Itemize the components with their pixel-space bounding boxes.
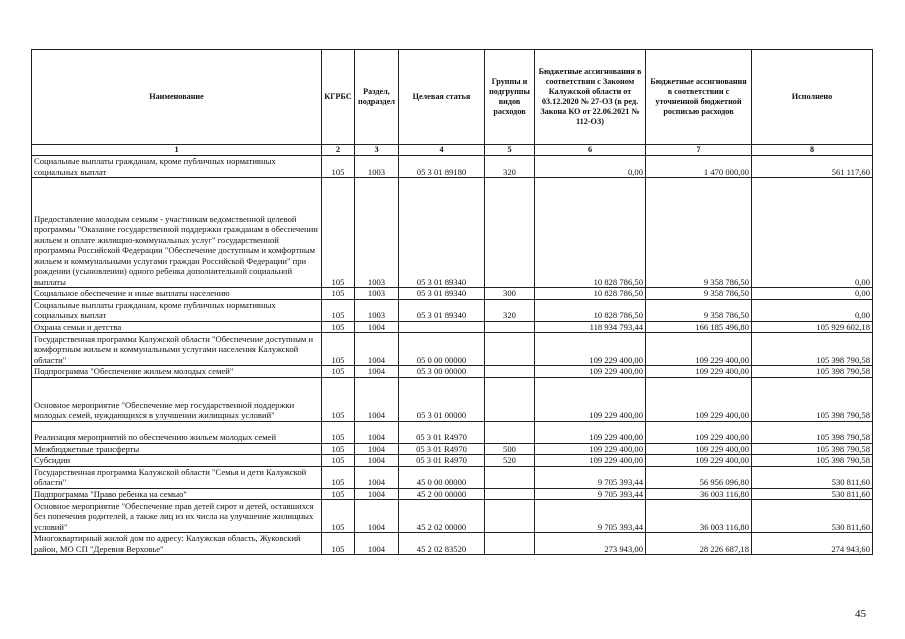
row-group bbox=[485, 488, 535, 500]
row-section: 1004 bbox=[355, 321, 399, 333]
row-kgrbs: 105 bbox=[322, 299, 355, 321]
row-law-amount: 273 943,00 bbox=[535, 533, 646, 555]
header-executed: Исполнено bbox=[752, 50, 873, 145]
row-target: 45 2 02 00000 bbox=[399, 500, 485, 533]
row-target: 05 3 01 R4970 bbox=[399, 421, 485, 443]
row-name: Подпрограмма "Право ребенка на семью" bbox=[32, 488, 322, 500]
column-number: 5 bbox=[485, 145, 535, 156]
column-number: 4 bbox=[399, 145, 485, 156]
row-target: 05 3 01 R4970 bbox=[399, 443, 485, 455]
row-name: Государственная программа Калужской области "Семья и дети Калужской области" bbox=[32, 466, 322, 488]
row-executed-amount: 105 398 790,58 bbox=[752, 377, 873, 421]
row-group bbox=[485, 500, 535, 533]
column-number: 6 bbox=[535, 145, 646, 156]
row-law-amount: 0,00 bbox=[535, 156, 646, 178]
table-row bbox=[32, 377, 873, 421]
row-executed-amount: 105 929 602,18 bbox=[752, 321, 873, 333]
row-law-amount: 10 828 786,50 bbox=[535, 178, 646, 288]
row-executed-amount: 561 117,60 bbox=[752, 156, 873, 178]
table-row bbox=[32, 443, 873, 455]
row-section: 1004 bbox=[355, 377, 399, 421]
row-group: 320 bbox=[485, 156, 535, 178]
row-target: 45 0 00 00000 bbox=[399, 466, 485, 488]
row-target: 05 3 01 89340 bbox=[399, 299, 485, 321]
row-executed-amount: 105 398 790,58 bbox=[752, 443, 873, 455]
row-group bbox=[485, 466, 535, 488]
row-kgrbs: 105 bbox=[322, 533, 355, 555]
row-name: Межбюджетные трансферты bbox=[32, 443, 322, 455]
row-kgrbs: 105 bbox=[322, 366, 355, 378]
row-kgrbs: 105 bbox=[322, 156, 355, 178]
table-row bbox=[32, 178, 873, 288]
row-law-amount: 109 229 400,00 bbox=[535, 443, 646, 455]
row-refined-amount: 166 185 496,80 bbox=[646, 321, 752, 333]
row-group bbox=[485, 421, 535, 443]
row-group bbox=[485, 178, 535, 288]
row-target: 45 2 00 00000 bbox=[399, 488, 485, 500]
table-row bbox=[32, 421, 873, 443]
row-refined-amount: 1 470 000,00 bbox=[646, 156, 752, 178]
row-section: 1004 bbox=[355, 533, 399, 555]
table-header bbox=[32, 50, 873, 156]
row-section: 1004 bbox=[355, 366, 399, 378]
row-target: 05 3 01 89340 bbox=[399, 178, 485, 288]
row-name: Социальное обеспечение и иные выплаты населению bbox=[32, 288, 322, 300]
table-row bbox=[32, 488, 873, 500]
row-target: 05 3 01 00000 bbox=[399, 377, 485, 421]
page-number: 45 bbox=[855, 608, 866, 620]
budget-table bbox=[31, 49, 873, 555]
row-law-amount: 10 828 786,50 bbox=[535, 299, 646, 321]
row-refined-amount: 109 229 400,00 bbox=[646, 443, 752, 455]
row-law-amount: 109 229 400,00 bbox=[535, 421, 646, 443]
row-group bbox=[485, 333, 535, 366]
row-kgrbs: 105 bbox=[322, 321, 355, 333]
row-name: Социальные выплаты гражданам, кроме публичных нормативных социальных выплат bbox=[32, 156, 322, 178]
row-target: 45 2 02 83520 bbox=[399, 533, 485, 555]
table-body bbox=[32, 156, 873, 555]
row-group: 500 bbox=[485, 443, 535, 455]
row-law-amount: 9 705 393,44 bbox=[535, 500, 646, 533]
header-target: Целевая статья bbox=[399, 50, 485, 145]
row-law-amount: 9 705 393,44 bbox=[535, 488, 646, 500]
column-number: 8 bbox=[752, 145, 873, 156]
row-name: Основное мероприятие "Обеспечение прав детей сирот и детей, оставшихся без попечения родителей, а также лиц из их числа на улучшение жилищных условий" bbox=[32, 500, 322, 533]
header-section: Раздел, подраздел bbox=[355, 50, 399, 145]
row-kgrbs: 105 bbox=[322, 466, 355, 488]
row-group bbox=[485, 377, 535, 421]
header-group: Группы и подгруппы видов расходов bbox=[485, 50, 535, 145]
row-law-amount: 9 705 393,44 bbox=[535, 466, 646, 488]
header-name: Наименование bbox=[32, 50, 322, 145]
row-name: Многоквартирный жилой дом по адресу: Калужская область, Жуковский район, МО СП "Деревня Верховье" bbox=[32, 533, 322, 555]
row-name: Субсидии bbox=[32, 455, 322, 467]
row-law-amount: 109 229 400,00 bbox=[535, 366, 646, 378]
row-law-amount: 109 229 400,00 bbox=[535, 333, 646, 366]
row-executed-amount: 105 398 790,58 bbox=[752, 455, 873, 467]
column-number: 3 bbox=[355, 145, 399, 156]
row-executed-amount: 274 943,60 bbox=[752, 533, 873, 555]
column-number: 1 bbox=[32, 145, 322, 156]
row-section: 1004 bbox=[355, 421, 399, 443]
row-name: Предоставление молодым семьям - участникам ведомственной целевой программы "Оказание государственной поддержки гражданам в обеспечении жильем и оплате жилищно-коммунальных услуг" государственной программы Российской Федерации "Обеспечение доступным и комфортным жильем и коммунальными услугами граждан Российской Федерации" при рождении (усыновлении) одного ребенка дополнительной социальной выплаты bbox=[32, 178, 322, 288]
row-name: Подпрограмма "Обеспечение жильем молодых семей" bbox=[32, 366, 322, 378]
table-row bbox=[32, 366, 873, 378]
row-section: 1003 bbox=[355, 178, 399, 288]
table-row bbox=[32, 533, 873, 555]
row-group: 300 bbox=[485, 288, 535, 300]
row-executed-amount: 105 398 790,58 bbox=[752, 421, 873, 443]
row-target: 05 3 01 R4970 bbox=[399, 455, 485, 467]
row-refined-amount: 36 003 116,80 bbox=[646, 500, 752, 533]
row-kgrbs: 105 bbox=[322, 443, 355, 455]
row-group: 520 bbox=[485, 455, 535, 467]
row-name: Основное мероприятие "Обеспечение мер государственной поддержки молодых семей, нуждающихся в улучшении жилищных условий" bbox=[32, 377, 322, 421]
row-executed-amount: 0,00 bbox=[752, 288, 873, 300]
row-target bbox=[399, 321, 485, 333]
row-kgrbs: 105 bbox=[322, 333, 355, 366]
column-number-row bbox=[32, 145, 873, 156]
row-name: Государственная программа Калужской области "Обеспечение доступным и комфортным жильем и коммунальными услугами населения Калужской области" bbox=[32, 333, 322, 366]
row-refined-amount: 28 226 687,18 bbox=[646, 533, 752, 555]
column-number: 2 bbox=[322, 145, 355, 156]
row-law-amount: 118 934 793,44 bbox=[535, 321, 646, 333]
row-section: 1004 bbox=[355, 466, 399, 488]
row-law-amount: 109 229 400,00 bbox=[535, 455, 646, 467]
row-section: 1004 bbox=[355, 488, 399, 500]
table-row bbox=[32, 333, 873, 366]
row-refined-amount: 9 358 786,50 bbox=[646, 178, 752, 288]
row-section: 1003 bbox=[355, 288, 399, 300]
table-row bbox=[32, 321, 873, 333]
row-kgrbs: 105 bbox=[322, 377, 355, 421]
row-section: 1003 bbox=[355, 156, 399, 178]
row-kgrbs: 105 bbox=[322, 288, 355, 300]
header-law-allocations: Бюджетные ассигнования в соответствии с Законом Калужской области от 03.12.2020 № 27-ОЗ (в ред. Закона КО от 22.06.2021 № 112-ОЗ) bbox=[535, 50, 646, 145]
row-target: 05 3 00 00000 bbox=[399, 366, 485, 378]
column-number: 7 bbox=[646, 145, 752, 156]
row-refined-amount: 109 229 400,00 bbox=[646, 377, 752, 421]
row-executed-amount: 105 398 790,58 bbox=[752, 366, 873, 378]
row-section: 1004 bbox=[355, 500, 399, 533]
table-row bbox=[32, 299, 873, 321]
row-refined-amount: 36 003 116,80 bbox=[646, 488, 752, 500]
row-refined-amount: 109 229 400,00 bbox=[646, 421, 752, 443]
header-refined-allocations: Бюджетные ассигнования в соответствии с уточненной бюджетной росписью расходов bbox=[646, 50, 752, 145]
row-section: 1004 bbox=[355, 333, 399, 366]
row-section: 1004 bbox=[355, 455, 399, 467]
row-executed-amount: 105 398 790,58 bbox=[752, 333, 873, 366]
row-group bbox=[485, 321, 535, 333]
row-target: 05 0 00 00000 bbox=[399, 333, 485, 366]
row-refined-amount: 56 956 096,80 bbox=[646, 466, 752, 488]
row-executed-amount: 0,00 bbox=[752, 299, 873, 321]
row-refined-amount: 109 229 400,00 bbox=[646, 333, 752, 366]
row-law-amount: 109 229 400,00 bbox=[535, 377, 646, 421]
row-name: Реализация мероприятий по обеспечению жильем молодых семей bbox=[32, 421, 322, 443]
row-name: Социальные выплаты гражданам, кроме публичных нормативных социальных выплат bbox=[32, 299, 322, 321]
table-row bbox=[32, 466, 873, 488]
row-law-amount: 10 828 786,50 bbox=[535, 288, 646, 300]
row-kgrbs: 105 bbox=[322, 500, 355, 533]
row-target: 05 3 01 89340 bbox=[399, 288, 485, 300]
row-executed-amount: 530 811,60 bbox=[752, 488, 873, 500]
row-refined-amount: 9 358 786,50 bbox=[646, 288, 752, 300]
row-target: 05 3 01 89180 bbox=[399, 156, 485, 178]
row-section: 1003 bbox=[355, 299, 399, 321]
row-group bbox=[485, 533, 535, 555]
table-row bbox=[32, 500, 873, 533]
header-kgrbs: КГРБС bbox=[322, 50, 355, 145]
row-executed-amount: 530 811,60 bbox=[752, 500, 873, 533]
row-refined-amount: 109 229 400,00 bbox=[646, 366, 752, 378]
row-refined-amount: 9 358 786,50 bbox=[646, 299, 752, 321]
row-section: 1004 bbox=[355, 443, 399, 455]
row-group bbox=[485, 366, 535, 378]
row-group: 320 bbox=[485, 299, 535, 321]
row-refined-amount: 109 229 400,00 bbox=[646, 455, 752, 467]
table-row bbox=[32, 288, 873, 300]
row-kgrbs: 105 bbox=[322, 455, 355, 467]
row-executed-amount: 530 811,60 bbox=[752, 466, 873, 488]
row-executed-amount: 0,00 bbox=[752, 178, 873, 288]
table-row bbox=[32, 156, 873, 178]
row-name: Охрана семьи и детства bbox=[32, 321, 322, 333]
row-kgrbs: 105 bbox=[322, 488, 355, 500]
table-row bbox=[32, 455, 873, 467]
row-kgrbs: 105 bbox=[322, 421, 355, 443]
row-kgrbs: 105 bbox=[322, 178, 355, 288]
